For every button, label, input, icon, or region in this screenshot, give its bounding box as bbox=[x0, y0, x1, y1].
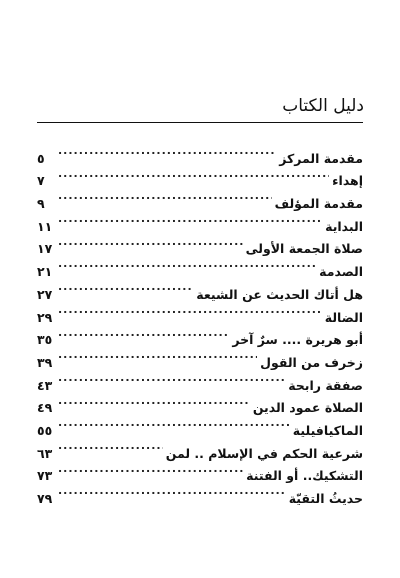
toc-entry-page: ٩ bbox=[37, 196, 45, 212]
toc-entry-title: صفقة رابحة bbox=[288, 377, 363, 393]
dot-leader bbox=[58, 322, 229, 345]
toc-entry-title: الصلاة عمود الدين bbox=[252, 400, 363, 416]
toc-entry-page: ٤٩ bbox=[37, 400, 53, 416]
dot-leader bbox=[58, 208, 322, 231]
toc-entry bbox=[37, 253, 363, 280]
toc-entry-title: زخرف من القول bbox=[260, 354, 363, 370]
table-of-contents bbox=[37, 140, 363, 506]
toc-entry bbox=[37, 208, 363, 234]
dot-leader bbox=[58, 231, 243, 254]
toc-entry-page: ٢٧ bbox=[37, 286, 53, 302]
toc-entry-page: ٢٩ bbox=[37, 309, 53, 325]
toc-entry-page: ٧٩ bbox=[37, 491, 53, 506]
toc-entry-page: ٣٥ bbox=[37, 332, 53, 348]
toc-entry-page: ٧٣ bbox=[37, 468, 53, 484]
toc-entry bbox=[37, 322, 363, 348]
dot-leader bbox=[58, 276, 193, 299]
toc-entry-page: ٥ bbox=[37, 150, 45, 166]
toc-entry-page: ٥٥ bbox=[37, 422, 53, 438]
toc-entry-page: ٣٩ bbox=[37, 354, 53, 370]
toc-entry bbox=[37, 299, 363, 325]
dot-leader bbox=[58, 412, 290, 435]
toc-entry-title: مقدمة المركز bbox=[279, 150, 363, 166]
dot-leader bbox=[58, 390, 250, 413]
dot-leader bbox=[58, 140, 276, 163]
toc-entry-title: حديثُ التقيّة bbox=[288, 491, 363, 506]
dot-leader bbox=[58, 163, 329, 186]
title-underline bbox=[37, 122, 363, 123]
toc-entry-page: ٤٣ bbox=[37, 377, 53, 393]
dot-leader bbox=[58, 299, 322, 322]
toc-entry-title: أبو هريرة .... سرٌ آخر bbox=[232, 332, 363, 348]
toc-entry-page: ٦٣ bbox=[37, 445, 53, 461]
toc-entry bbox=[37, 185, 363, 212]
toc-entry-title: الماكيافيلية bbox=[292, 422, 363, 438]
toc-entry bbox=[37, 163, 363, 189]
toc-entry-title: مقدمة المؤلف bbox=[274, 196, 363, 212]
dot-leader bbox=[58, 253, 316, 276]
toc-entry-title: صلاة الجمعة الأولى bbox=[245, 241, 363, 257]
toc-entry-title: شرعية الحكم في الإسلام .. لمن bbox=[165, 445, 363, 461]
toc-entry bbox=[37, 276, 363, 302]
toc-entry-page: ١٧ bbox=[37, 241, 53, 257]
toc-entry-page: ٢١ bbox=[37, 264, 53, 280]
toc-entry-title: التشكيك.. أو الفتنة bbox=[246, 468, 363, 484]
dot-leader bbox=[58, 185, 272, 208]
toc-entry bbox=[37, 231, 363, 257]
toc-entry-title: البداية bbox=[325, 218, 363, 234]
dot-leader bbox=[58, 435, 163, 458]
toc-entry-title: الضالة bbox=[324, 309, 363, 325]
dot-leader bbox=[58, 344, 257, 367]
toc-entry-title: الصدمة bbox=[319, 264, 363, 280]
dot-leader bbox=[58, 480, 286, 503]
toc-entry-page: ١١ bbox=[37, 218, 53, 234]
toc-entry-title: إهداء bbox=[332, 173, 363, 189]
toc-entry bbox=[37, 140, 363, 166]
toc-entry-title: هل أتاك الحديث عن الشيعة bbox=[196, 286, 363, 302]
toc-entry-page: ٧ bbox=[37, 173, 45, 189]
dot-leader bbox=[58, 367, 285, 390]
dot-leader bbox=[58, 458, 243, 481]
page-title: دليل الكتاب bbox=[282, 96, 364, 116]
